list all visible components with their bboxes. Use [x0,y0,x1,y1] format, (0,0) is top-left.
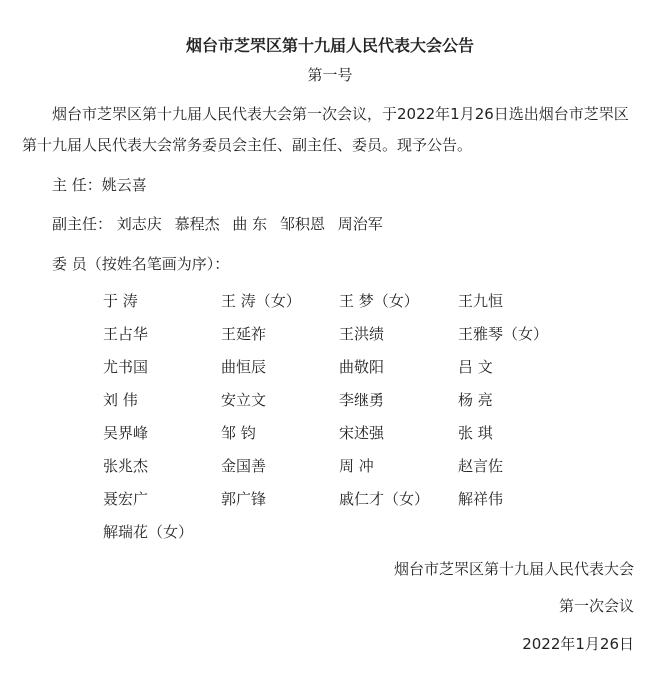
member-name: 王占华 [103,325,149,343]
member-name: 曲恒辰 [221,358,267,376]
member-name: 王延祚 [221,325,267,343]
vice-chair-name: 慕程杰 [174,215,220,233]
vice-chair-name: 曲 东 [232,215,268,233]
member-name: 张 琪 [458,424,493,442]
chair-line [52,174,147,195]
member-name: 解祥伟 [458,490,504,508]
announcement-body: 烟台市芝罘区第十九届人民代表大会第一次会议，于2022年1月26日选出烟台市芝罘区第十九届人民代表大会常务委员会主任、副主任、委员。现予公告。 [22,105,629,154]
member-name: 赵言佐 [458,457,504,475]
issue-date: 2022年1月26日 [522,635,634,653]
member-name: 杨 亮 [458,391,493,409]
chair-name: 姚云喜 [101,176,147,194]
member-name: 郭广锋 [221,490,267,508]
member-name: 尤书国 [103,358,149,376]
member-name: 金国善 [221,457,267,475]
member-name: 王九恒 [458,292,504,310]
member-name: 王 涛（女） [221,292,301,310]
chair-label: 主 任： [52,176,102,194]
member-name: 宋述强 [339,424,385,442]
member-name: 王 梦（女） [339,292,419,310]
document-title: 烟台市芝罘区第十九届人民代表大会公告 [185,36,474,55]
member-name: 戚仁才（女） [339,490,430,508]
document-number: 第一号 [307,66,353,84]
vice-chair-name: 周治军 [337,215,383,233]
members-label: 委 员（按姓名笔画为序）： [52,255,230,273]
issuing-body: 烟台市芝罘区第十九届人民代表大会 [393,560,634,578]
member-name: 王雅琴（女） [458,325,549,343]
member-name: 安立文 [221,391,267,409]
member-name: 张兆杰 [103,457,149,475]
member-name: 王洪绩 [339,325,385,343]
member-name: 于 涛 [103,292,138,310]
member-name: 曲敬阳 [339,358,385,376]
member-name: 刘 伟 [103,391,138,409]
member-name: 邹 钧 [221,424,256,442]
member-name: 吴界峰 [103,424,149,442]
member-name: 周 冲 [339,457,374,475]
vice-chair-name: 邹积恩 [279,215,325,233]
member-name: 解瑞花（女） [103,523,194,541]
vice-chair-label: 副主任： [52,215,113,233]
member-name: 吕 文 [458,358,493,376]
vice-chair-line [52,213,391,234]
issuing-session: 第一次会议 [558,597,634,615]
vice-chair-name: 刘志庆 [116,215,162,233]
member-name: 聂宏广 [103,490,149,508]
member-name: 李继勇 [339,391,385,409]
